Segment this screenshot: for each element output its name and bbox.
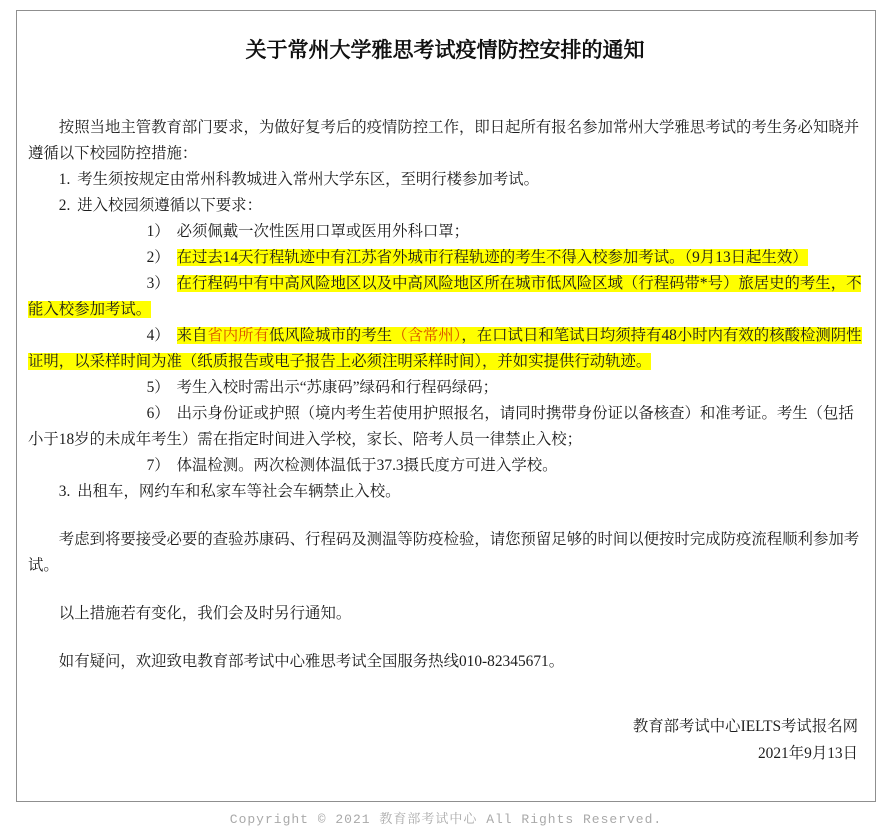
rule-item-2: [28, 193, 862, 219]
signature-block: [28, 713, 862, 767]
sub-rule-4-segment-red: （含常州）: [392, 327, 462, 344]
notice-page: [16, 10, 876, 802]
sub-rule-7-number: 7）: [146, 457, 170, 474]
rule-item-1-number: 1.: [58, 171, 71, 188]
sub-rule-1-text: 必须佩戴一次性医用口罩或医用外科口罩；: [176, 223, 470, 240]
page-title: 关于常州大学雅思考试疫情防控安排的通知: [245, 39, 645, 62]
sub-rule-6-text: 出示身份证或护照（境内考生若使用护照报名，请同时携带身份证以备核查）和准考证。考生（包括小于18岁的未成年考生）需在指定时间进入学校，家长、陪考人员一律禁止入校；: [28, 405, 854, 448]
rule-item-3: [28, 479, 862, 505]
sub-rule-2-number: 2）: [146, 249, 170, 266]
sub-rule-5-number: 5）: [146, 379, 170, 396]
rule-item-3-text: 出租车，网约车和私家车等社会车辆禁止入校。: [77, 483, 401, 500]
sub-rule-7: [28, 453, 862, 479]
copyright-footer: Copyright © 2021 教育部考试中心 All Rights Reserved.: [229, 812, 663, 827]
sub-rule-2-text-highlighted: 在过去14天行程轨迹中有江苏省外城市行程轨迹的考生不得入校参加考试。（9月13日起生效）: [176, 249, 808, 266]
changes-paragraph: 以上措施若有变化，我们会及时另行通知。: [58, 605, 352, 622]
sub-rule-1-number: 1）: [146, 223, 170, 240]
notice-body: [28, 115, 862, 767]
sub-rule-6: [28, 401, 862, 453]
sub-rule-6-number: 6）: [146, 405, 170, 422]
rule-item-1: [28, 167, 862, 193]
sub-rule-4-segment: 来自: [176, 327, 208, 344]
sub-rule-4-number: 4）: [146, 327, 170, 344]
hotline-paragraph: 如有疑问，欢迎致电教育部考试中心雅思考试全国服务热线010-82345671。: [58, 653, 565, 670]
sub-rule-4: [28, 323, 862, 375]
sub-rule-4-segment: ，在口试日和笔试日均须持有48小时内有效的核酸检测阴性证明，以采样时间为准（纸质报告或电子报告上必须注明采样时间），并如实提供行动轨迹。: [28, 327, 862, 370]
sub-rule-7-text: 体温检测。两次检测体温低于37.3摄氏度方可进入学校。: [176, 457, 558, 474]
sub-rule-1: [28, 219, 862, 245]
rule-item-1-text: 考生须按规定由常州科教城进入常州大学东区，至明行楼参加考试。: [77, 171, 539, 188]
sub-rule-3: [28, 271, 862, 323]
sub-rule-5: [28, 375, 862, 401]
sub-rule-4-segment: 低风险城市的考生: [268, 327, 393, 344]
rule-item-3-number: 3.: [58, 483, 71, 500]
reminder-paragraph: 考虑到将要接受必要的查验苏康码、行程码及测温等防疫检验，请您预留足够的时间以便按时完成防疫流程顺利参加考试。: [28, 531, 860, 574]
signature-org: 教育部考试中心IELTS考试报名网: [632, 718, 858, 735]
sub-rule-4-segment-red: 省内所有: [207, 327, 269, 344]
sub-rule-3-text-highlighted: 在行程码中有中高风险地区以及中高风险地区所在城市低风险区域（行程码带*号）旅居史的考生，不能入校参加考试。: [28, 275, 862, 318]
sub-rule-5-text: 考生入校时需出示“苏康码”绿码和行程码绿码；: [176, 379, 499, 396]
signature-date: 2021年9月13日: [757, 745, 858, 762]
sub-rule-2: [28, 245, 862, 271]
sub-rule-3-number: 3）: [146, 275, 170, 292]
intro-paragraph: 按照当地主管教育部门要求，为做好复考后的疫情防控工作，即日起所有报名参加常州大学雅思考试的考生务必知晓并遵循以下校园防控措施：: [28, 119, 860, 162]
rule-item-2-number: 2.: [58, 197, 71, 214]
rule-item-2-text: 进入校园须遵循以下要求：: [77, 197, 262, 214]
